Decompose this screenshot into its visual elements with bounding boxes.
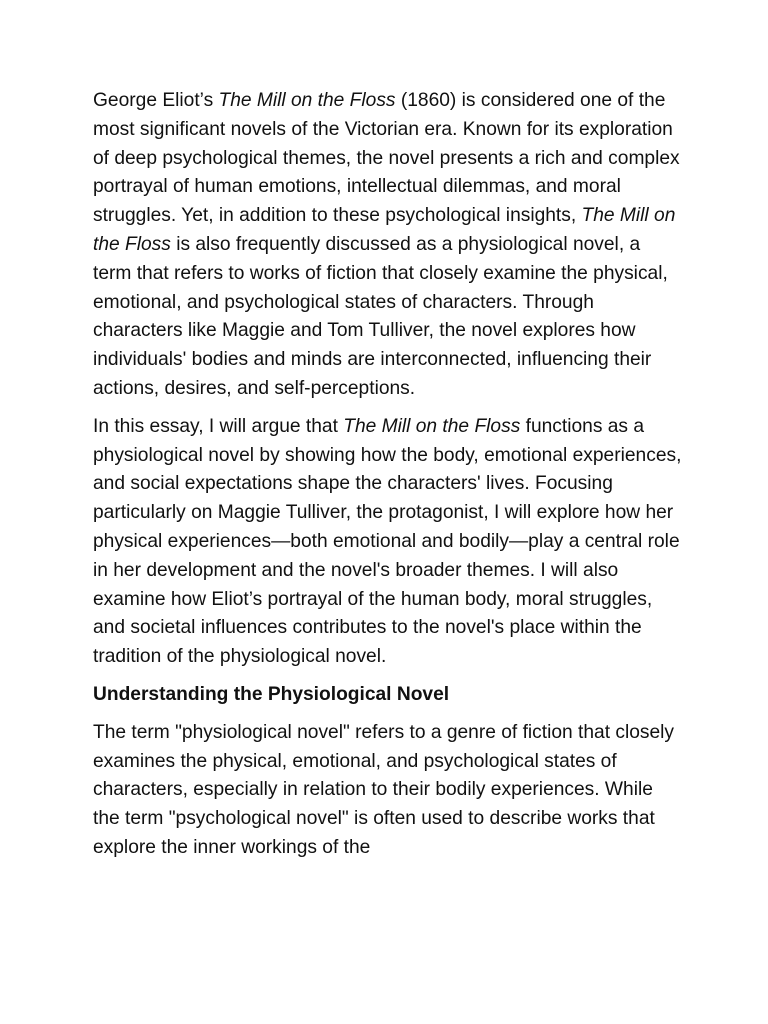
book-title: The Mill on the Floss <box>218 90 396 111</box>
text-run: functions as a physiological novel by showing how the body, emotional experiences, and social expectations shape the characters' lives. Focusing particularly on Maggie Tulliver, the protagonist, I will explore how her physical experiences—both emotional and bodily—play a central role in her development and the novel's broader themes. I will also examine how Eliot’s portrayal of the human body, moral struggles, and societal influences contributes to the novel's place within the tradition of the physiological novel. <box>93 415 682 668</box>
text-run: is also frequently discussed as a physiological novel, a term that refers to works of fiction that closely examine the physical, emotional, and psychological states of characters. Through characters like Maggie and Tom Tulliver, the novel explores how individuals' bodies and minds are interconnected, influencing their actions, desires, and self-perceptions. <box>93 233 668 399</box>
section-heading: Understanding the Physiological Novel <box>93 683 450 705</box>
book-title: The Mill on the Floss <box>93 205 676 255</box>
text-run: (1860) is considered one of the most significant novels of the Victorian era. Known for its exploration of deep psychological themes, the novel presents a rich and complex portrayal of human emotions, intellectual dilemmas, and moral struggles. Yet, in addition to these psychological insights, <box>93 90 680 227</box>
paragraph-definition: The term "physiological novel" refers to a genre of fiction that closely examines the physical, emotional, and psychological states of characters, especially in relation to their bodily experiences. While the term "psychological novel" is often used to describe works that explore the inner workings of the <box>93 721 675 858</box>
paragraph-thesis <box>93 413 683 672</box>
paragraph-intro <box>93 87 683 404</box>
text-run: George Eliot’s <box>93 90 219 111</box>
book-title: The Mill on the Floss <box>343 415 521 437</box>
document-page <box>93 87 683 872</box>
text-run: In this essay, I will argue that <box>93 415 344 437</box>
